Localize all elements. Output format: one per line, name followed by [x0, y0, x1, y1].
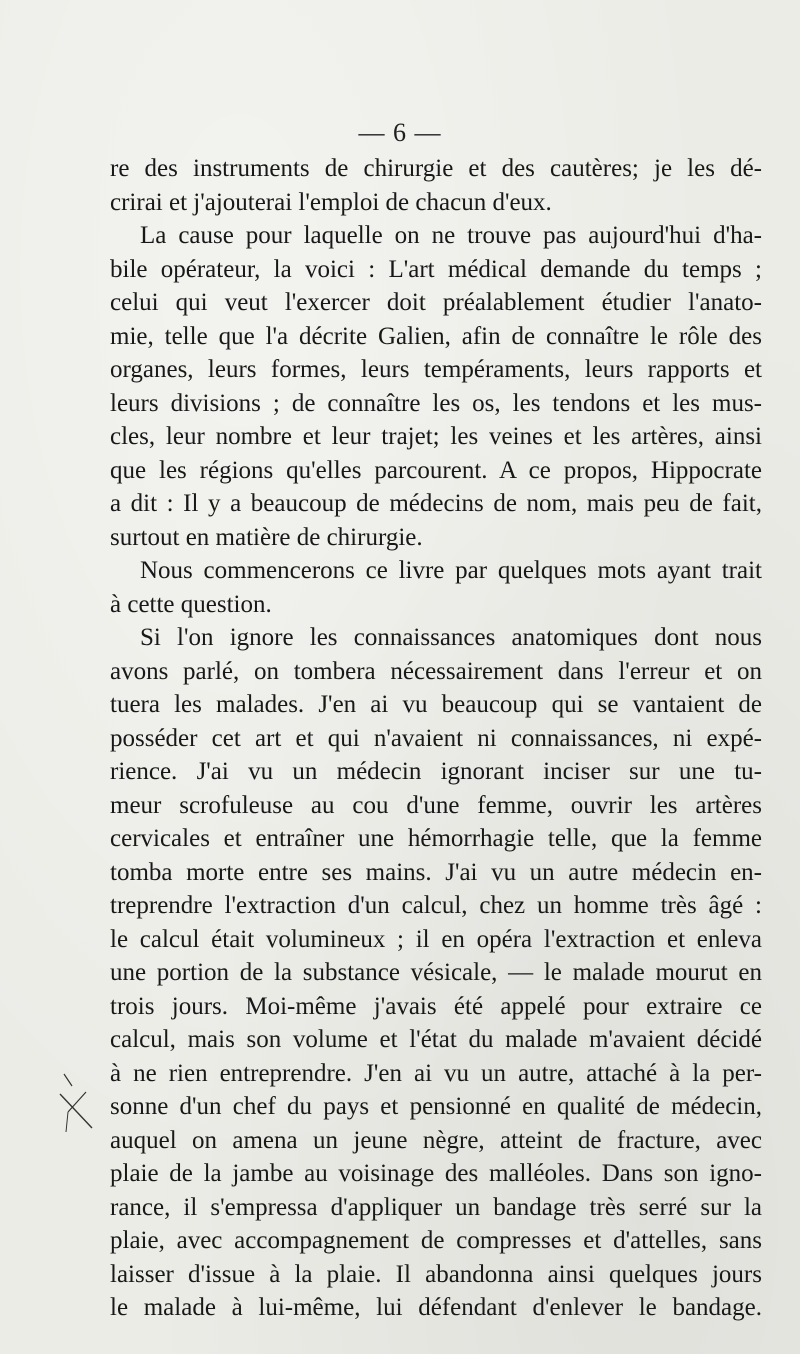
text-line: à cette question.: [110, 590, 272, 618]
text-line: leurs divisions ; de connaître les os, les tendons et les mus-: [110, 389, 762, 417]
text-line: une portion de la substance vésicale, — le malade mourut en: [110, 959, 762, 986]
text-line: le calcul était volumineux ; il en opéra l'extraction et enleva: [110, 925, 762, 953]
text-line: tuera les malades. J'en ai vu beaucoup qui se vantaient de: [110, 691, 762, 718]
text-line: treprendre l'extraction d'un calcul, chez un homme très âgé :: [110, 892, 762, 919]
text-line: a dit : Il y a beaucoup de médecins de nom, mais peu de fait,: [110, 490, 762, 517]
text-line: Si l'on ignore les connaissances anatomiques dont nous: [140, 624, 762, 651]
text-line: plaie de la jambe au voisinage des malléoles. Dans son igno-: [110, 1160, 762, 1187]
text-line: Nous commencerons ce livre par quelques mots ayant trait: [140, 557, 762, 584]
text-line: meur scrofuleuse au cou d'une femme, ouvrir les artères: [110, 791, 762, 819]
text-line: organes, leurs formes, leurs tempéraments, leurs rapports et: [110, 356, 762, 383]
text-line: rience. J'ai vu un médecin ignorant inciser sur une tu-: [110, 758, 762, 785]
text-line: avons parlé, on tombera nécessairement dans l'erreur et on: [110, 657, 762, 685]
text-line: le malade à lui-même, lui défendant d'enlever le bandage.: [110, 1294, 762, 1321]
text-line: calcul, mais son volume et l'état du malade m'avaient décidé: [110, 1026, 762, 1053]
text-line: mie, telle que l'a décrite Galien, afin de connaître le rôle des: [110, 322, 762, 350]
text-line: rance, il s'empressa d'appliquer un bandage très serré sur la: [110, 1193, 762, 1221]
text-line: plaie, avec accompagnement de compresses et d'attelles, sans: [110, 1227, 762, 1254]
text-line: La cause pour laquelle on ne trouve pas aujourd'hui d'ha-: [140, 222, 762, 249]
page-number: — 6 —: [358, 118, 442, 147]
text-line: sonne d'un chef du pays et pensionné en qualité de médecin,: [110, 1093, 762, 1120]
text-line: cervicales et entraîner une hémorrhagie telle, que la femme: [110, 825, 762, 852]
text-line: celui qui veut l'exercer doit préalablement étudier l'anato-: [110, 289, 762, 316]
text-line: que les régions qu'elles parcourent. A ce propos, Hippocrate: [110, 456, 762, 484]
text-line: surtout en matière de chirurgie.: [110, 523, 423, 551]
text-line: crirai et j'ajouterai l'emploi de chacun d'eux.: [110, 188, 552, 216]
text-line: à ne rien entreprendre. J'en ai vu un autre, attaché à la per-: [110, 1059, 762, 1087]
handwritten-margin-mark: [56, 1066, 96, 1136]
body-text: [110, 152, 762, 1325]
text-line: laisser d'issue à la plaie. Il abandonna ainsi quelques jours: [110, 1260, 762, 1288]
text-line: trois jours. Moi-même j'avais été appelé pour extraire ce: [110, 992, 762, 1020]
text-line: auquel on amena un jeune nègre, atteint de fracture, avec: [110, 1126, 762, 1154]
text-line: cles, leur nombre et leur trajet; les veines et les artères, ainsi: [110, 423, 762, 450]
text-line: tomba morte entre ses mains. J'ai vu un autre médecin en-: [110, 858, 762, 886]
text-line: bile opérateur, la voici : L'art médical demande du temps ;: [110, 255, 762, 283]
text-line: posséder cet art et qui n'avaient ni connaissances, ni expé-: [110, 724, 762, 752]
text-line: re des instruments de chirurgie et des cautères; je les dé-: [110, 155, 762, 182]
